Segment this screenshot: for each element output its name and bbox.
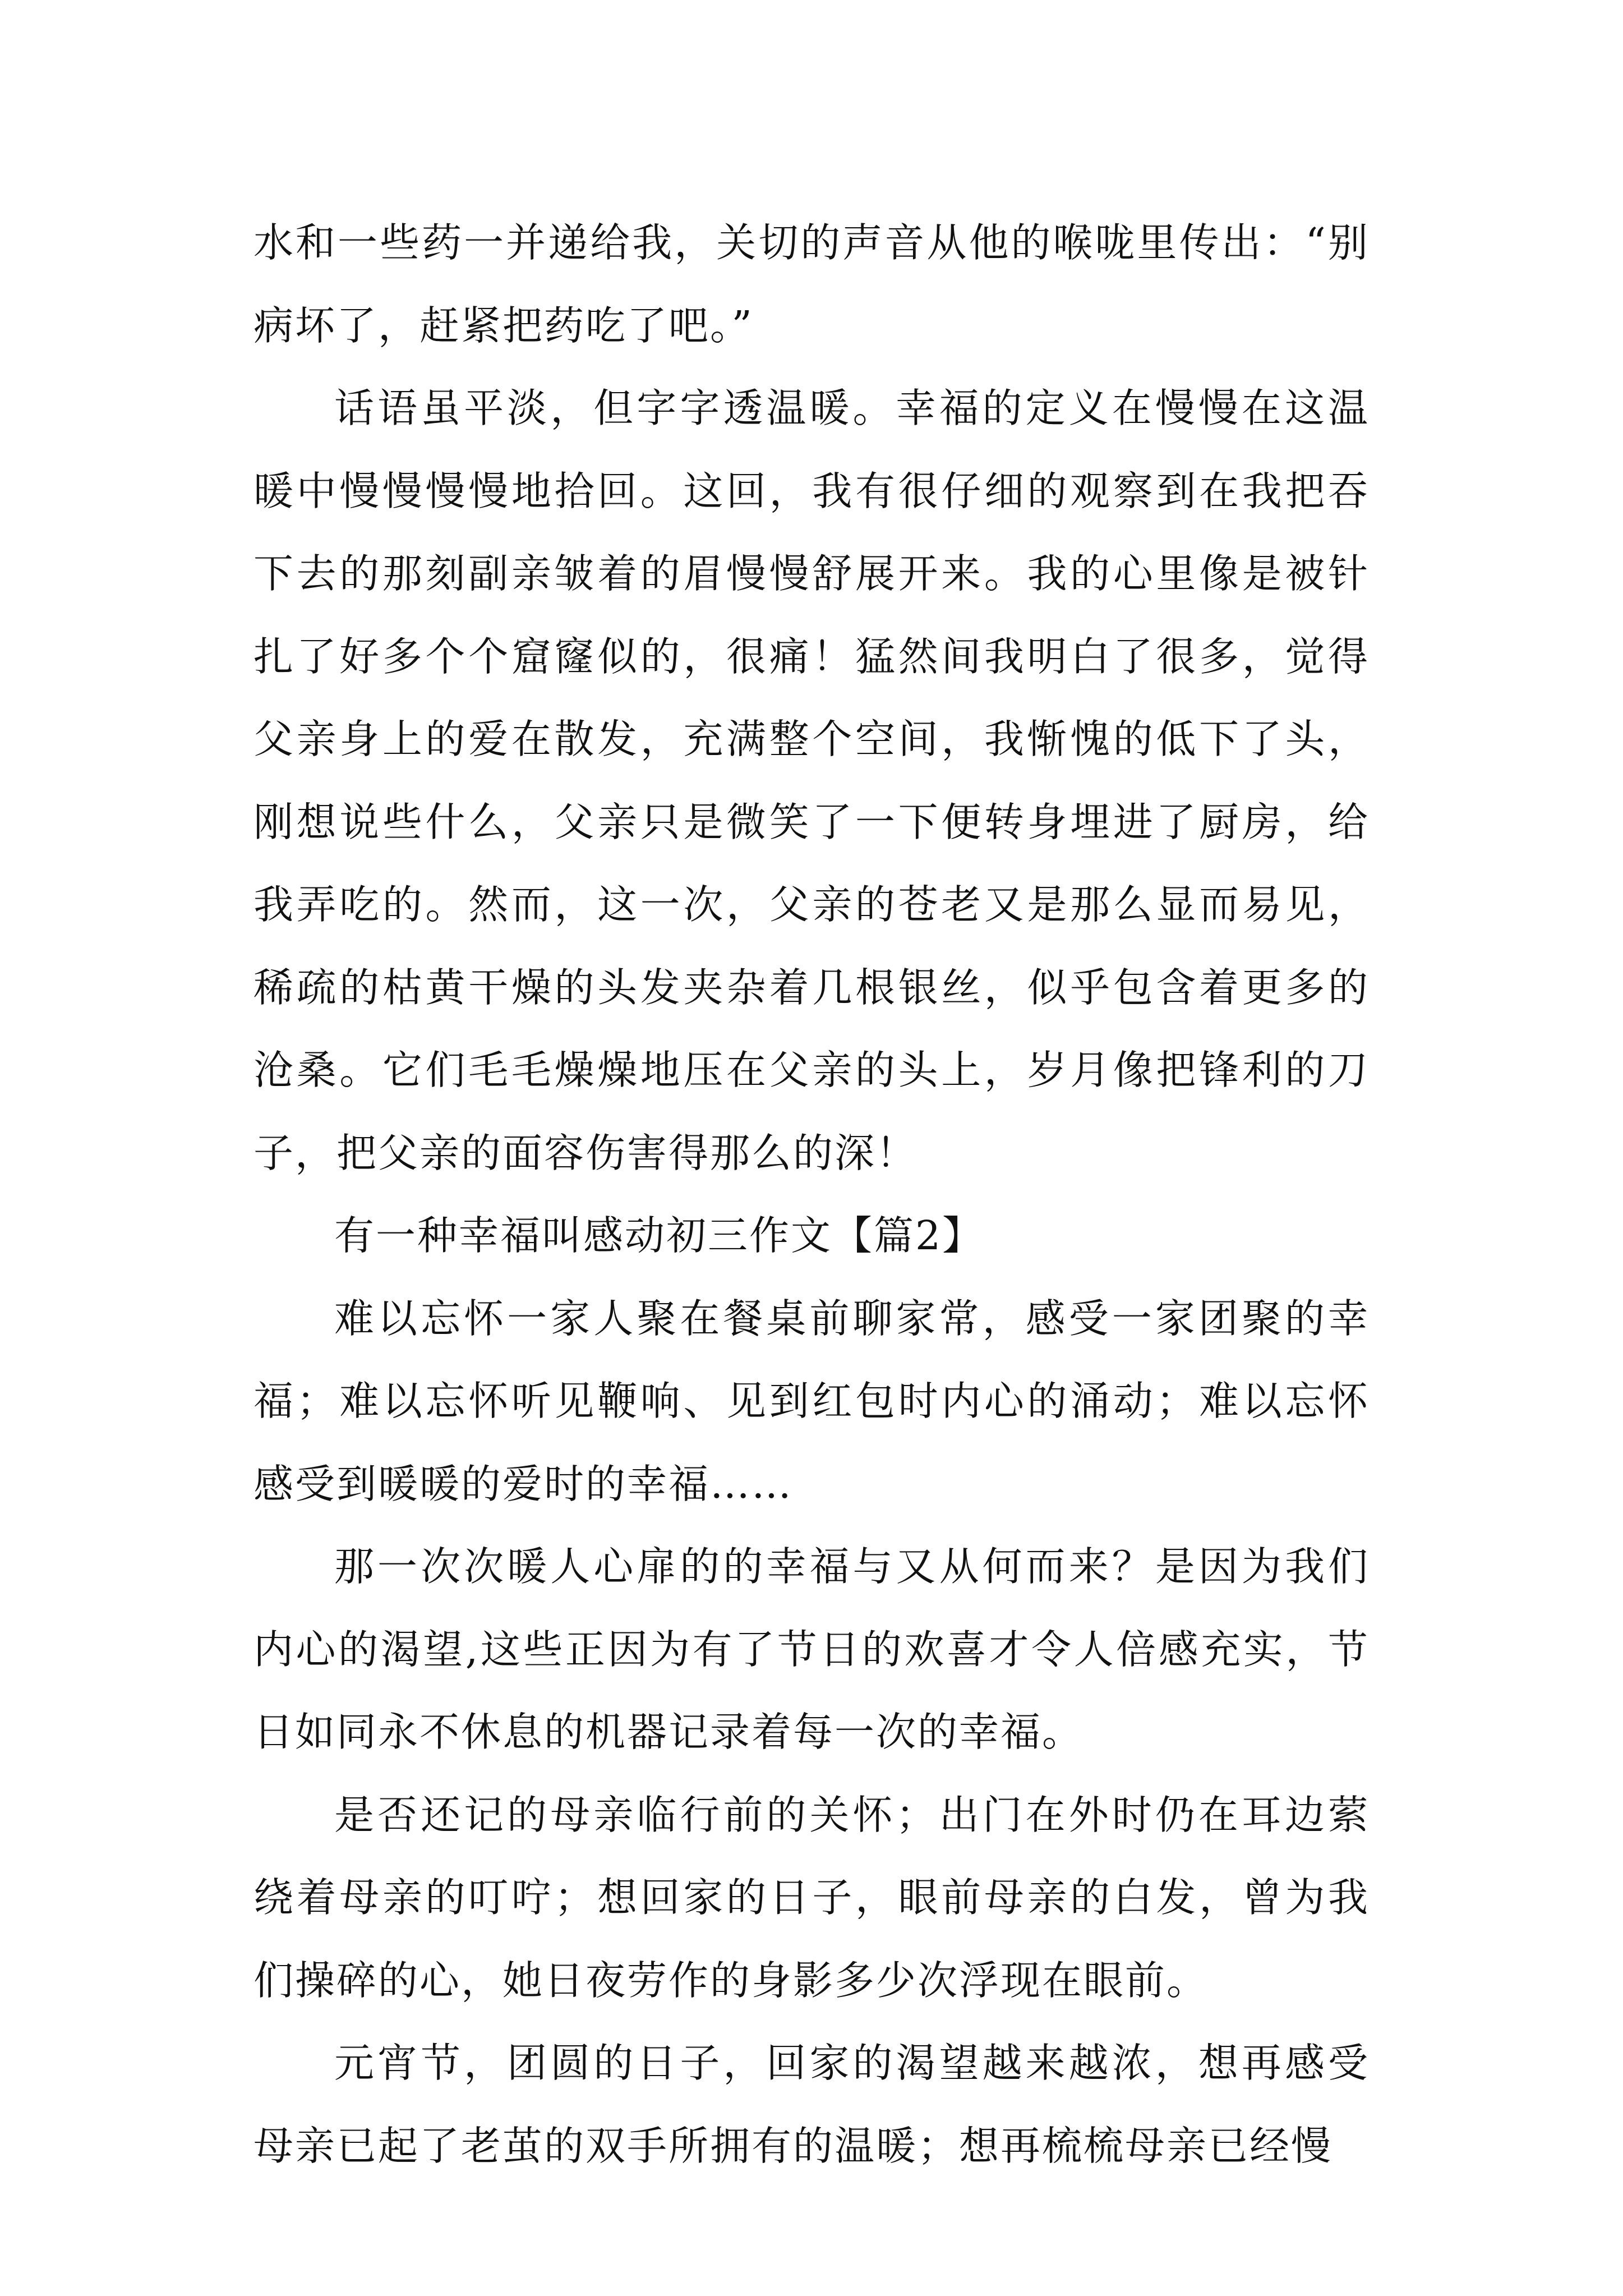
paragraph-6: 元宵节，团圆的日子，回家的渴望越来越浓，想再感受母亲已起了老茧的双手所拥有的温暖；想再梳梳母亲已经慢 (253, 2040, 1370, 2169)
paragraph-2: 话语虽平淡，但字字透温暖。幸福的定义在慢慢在这温暖中慢慢慢慢地拾回。这回，我有很仔细的观察到在我把吞下去的那刻副亲皱着的眉慢慢舒展开来。我的心里像是被针扎了好多个个窟窿似的，很痛！猛然间我明白了很多，觉得父亲身上的爱在散发，充满整个空间，我惭愧的低下了头，刚想说些什么，父亲只是微笑了一下便转身埋进了厨房，给我弄吃的。然而，这一次，父亲的苍老又是那么显而易见，稀疏的枯黄干燥的头发夹杂着几根银丝，似乎包含着更多的沧桑。它们毛毛燥燥地压在父亲的头上，岁月像把锋利的刀子，把父亲的面容伤害得那么的深！ (253, 385, 1370, 1176)
article-body (253, 201, 1370, 2187)
paragraph-5: 是否还记的母亲临行前的关怀；出门在外时仍在耳边萦绕着母亲的叮咛；想回家的日子，眼前母亲的白发，曾为我们操碎的心，她日夜劳作的身影多少次浮现在眼前。 (253, 1791, 1370, 2004)
section-heading: 有一种幸福叫感动初三作文【篇2】 (334, 1212, 984, 1259)
paragraph-1: 水和一些药一并递给我，关切的声音从他的喉咙里传出：“别病坏了，赶紧把药吃了吧。” (253, 219, 1370, 349)
paragraph-4: 那一次次暖人心扉的的幸福与又从何而来？是因为我们内心的渴望,这些正因为有了节日的欢喜才令人倍感充实，节日如同永不休息的机器记录着每一次的幸福。 (253, 1543, 1370, 1755)
paragraph-3: 难以忘怀一家人聚在餐桌前聊家常，感受一家团聚的幸福；难以忘怀听见鞭响、见到红包时内心的涌动；难以忘怀感受到暖暖的爱时的幸福…… (253, 1295, 1370, 1507)
